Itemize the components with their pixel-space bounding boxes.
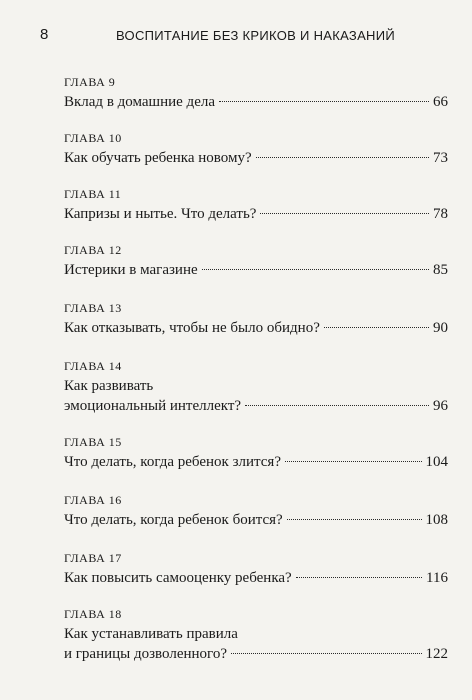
chapter-page: 73 — [433, 150, 448, 166]
chapter-page: 108 — [425, 512, 448, 528]
chapter-label: ГЛАВА 11 — [64, 187, 122, 201]
chapter-title: Истерики в магазине — [64, 262, 198, 278]
toc-entry-chapter-16 — [64, 492, 448, 530]
dot-leader — [287, 519, 422, 520]
chapter-page: 78 — [433, 206, 448, 222]
chapter-page: 116 — [426, 570, 448, 586]
running-title: ВОСПИТАНИЕ БЕЗ КРИКОВ И НАКАЗАНИЙ — [116, 28, 396, 43]
toc-entry-chapter-17 — [64, 550, 448, 588]
chapter-title-line-2: эмоциональный интеллект? — [64, 398, 242, 414]
chapter-title: Вклад в домашние дела — [64, 94, 215, 110]
toc-entry-chapter-15 — [64, 434, 448, 472]
chapter-label: ГЛАВА 18 — [64, 607, 122, 621]
chapter-page: 104 — [425, 454, 448, 470]
chapter-title-line-1: Как развивать — [64, 378, 154, 394]
toc-entry-chapter-18 — [64, 606, 448, 664]
dot-leader — [231, 653, 422, 654]
dot-leader — [245, 405, 429, 406]
chapter-title-line-1: Как устанавливать правила — [64, 626, 238, 642]
chapter-title: Как отказывать, чтобы не было обидно? — [64, 320, 320, 336]
dot-leader — [296, 577, 422, 578]
toc-entry-chapter-9 — [64, 74, 448, 112]
chapter-label: ГЛАВА 9 — [64, 75, 116, 89]
toc-entry-chapter-10 — [64, 130, 448, 168]
page-header — [40, 26, 432, 46]
toc-entry-chapter-11 — [64, 186, 448, 224]
chapter-title-line-2: и границы дозволенного? — [64, 646, 227, 662]
chapter-page: 122 — [425, 646, 448, 662]
chapter-label: ГЛАВА 15 — [64, 435, 122, 449]
toc-entry-chapter-13 — [64, 300, 448, 338]
dot-leader — [260, 213, 429, 214]
toc-entry-chapter-14 — [64, 358, 448, 416]
dot-leader — [285, 461, 422, 462]
dot-leader — [219, 101, 429, 102]
chapter-label: ГЛАВА 10 — [64, 131, 122, 145]
chapter-title: Капризы и нытье. Что делать? — [64, 206, 257, 222]
chapter-page: 85 — [433, 262, 448, 278]
chapter-label: ГЛАВА 12 — [64, 243, 122, 257]
chapter-label: ГЛАВА 17 — [64, 551, 122, 565]
chapter-label: ГЛАВА 14 — [64, 359, 122, 373]
chapter-title: Как обучать ребенка новому? — [64, 150, 252, 166]
chapter-label: ГЛАВА 16 — [64, 493, 122, 507]
chapter-page: 90 — [433, 320, 448, 336]
toc-entry-chapter-12 — [64, 242, 448, 280]
dot-leader — [324, 327, 429, 328]
chapter-title: Что делать, когда ребенок злится? — [64, 454, 281, 470]
dot-leader — [256, 157, 429, 158]
page-number: 8 — [40, 26, 49, 43]
chapter-page: 66 — [433, 94, 448, 110]
chapter-label: ГЛАВА 13 — [64, 301, 122, 315]
dot-leader — [202, 269, 429, 270]
chapter-page: 96 — [433, 398, 448, 414]
chapter-title: Что делать, когда ребенок боится? — [64, 512, 283, 528]
chapter-title: Как повысить самооценку ребенка? — [64, 570, 292, 586]
